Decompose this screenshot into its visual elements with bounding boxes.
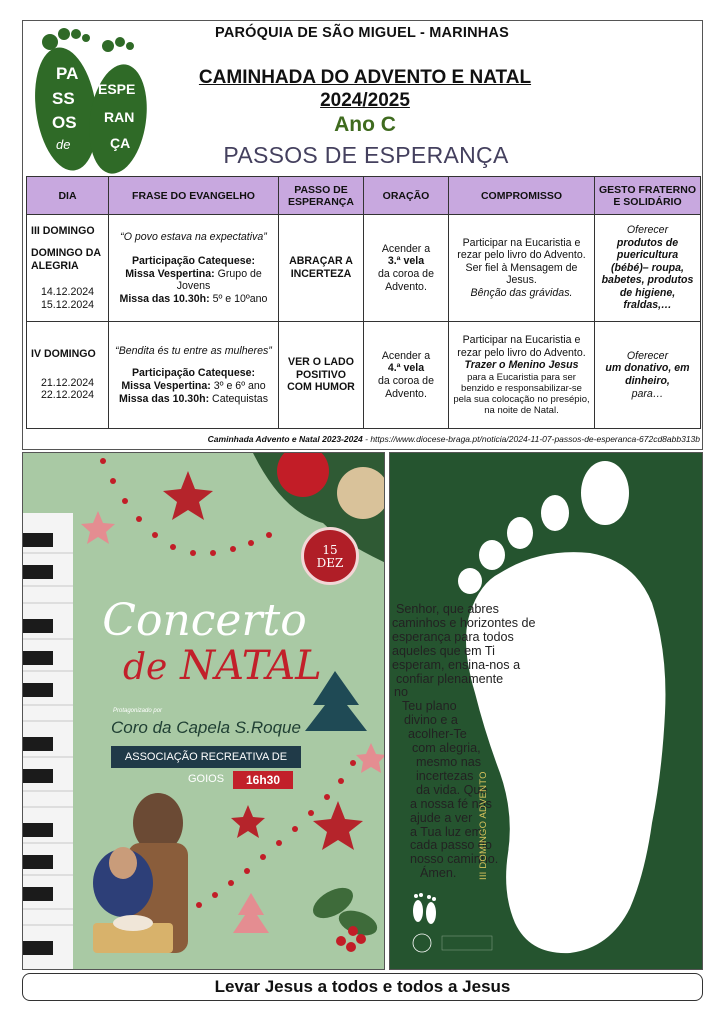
week-label: III DOMINGO ADVENTO bbox=[478, 771, 489, 880]
svg-text:SS: SS bbox=[52, 89, 75, 108]
svg-text:de: de bbox=[56, 137, 71, 152]
prayer-cell: Acender a 4.ª vela da coroa de Advento. bbox=[364, 322, 449, 429]
gospel-cell: “Bendita és tu entre as mulheres” Participação Catequese: Missa Vespertina: 3º e 6º ano Missa das 10.30h: Catequistas bbox=[109, 322, 279, 429]
svg-text:RAN: RAN bbox=[104, 109, 135, 125]
source-reference: Caminhada Advento e Natal 2023-2024 - https://www.diocese-braga.pt/noticia/2024-11-07-passos-de-esperanca-672cd8abb313b bbox=[207, 434, 700, 444]
day-cell: IV DOMINGO 21.12.2024 22.12.2024 bbox=[27, 322, 109, 429]
commitment-cell: Participar na Eucaristia e rezar pelo livro do Advento. Trazer o Menino Jesus para a Eucaristia para ser benzido e responsabilizar-se pela sua colocação no presépio, na noite de Natal. bbox=[449, 322, 595, 429]
column-header: PASSO DE ESPERANÇA bbox=[279, 177, 364, 215]
promo-label: Protagonizado por bbox=[113, 708, 163, 714]
date-badge: 15 DEZ bbox=[301, 527, 359, 585]
prayer-cell: Acender a 3.ª vela da coroa de Advento. bbox=[364, 215, 449, 322]
footer-motto: Levar Jesus a todos e todos a Jesus bbox=[22, 973, 703, 1001]
choir-name: Coro da Capela S.Roque bbox=[111, 718, 301, 737]
natal-title: de NATAL bbox=[123, 643, 322, 689]
liturgical-year: Ano C bbox=[334, 113, 396, 136]
prayer-text: Senhor, que abres caminhos e horizontes de esperança para todos aqueles que em Ti esperam, ensina-nos a confiar plenamente no Teu plano divino e a acolher-Te com alegria, mesmo nas incertezas da vida. Que a nossa fé nos ajude a ver a Tua luz em cada passo do nosso caminho. Ámen. bbox=[392, 602, 536, 881]
column-header: FRASE DO EVANGELHO bbox=[109, 177, 279, 215]
parish-name: PARÓQUIA DE SÃO MIGUEL - MARINHAS bbox=[215, 25, 509, 41]
page-title: CAMINHADA DO ADVENTO E NATAL bbox=[198, 67, 532, 88]
commitment-cell: Participar na Eucaristia e rezar pelo livro do Advento. Ser fiel à Mensagem de Jesus. Bênção das grávidas. bbox=[449, 215, 595, 322]
advent-programme-table bbox=[26, 176, 701, 429]
svg-text:ÇA: ÇA bbox=[110, 135, 131, 151]
svg-text:PA: PA bbox=[56, 64, 79, 83]
small-feet-icon bbox=[413, 893, 436, 924]
concert-poster bbox=[22, 452, 385, 970]
day-cell: III DOMINGO DOMINGO DA ALEGRIA 14.12.2024 15.12.2024 bbox=[27, 215, 109, 322]
gesture-cell: Oferecer produtos de puericultura (bébé)– roupa, babetes, produtos de higiene, fraldas,… bbox=[595, 215, 701, 322]
page-year: 2024/2025 bbox=[320, 90, 410, 111]
step-cell: ABRAÇAR A INCERTEZA bbox=[279, 215, 364, 322]
svg-text:ESPE: ESPE bbox=[98, 81, 136, 97]
table-row bbox=[27, 215, 701, 322]
theme-title: PASSOS DE ESPERANÇA bbox=[223, 142, 509, 168]
gesture-cell: Oferecer um donativo, em dinheiro, para… bbox=[595, 322, 701, 429]
column-header: GESTO FRATERNO E SOLIDÁRIO bbox=[595, 177, 701, 215]
column-header: DIA bbox=[27, 177, 109, 215]
column-header: ORAÇÃO bbox=[364, 177, 449, 215]
svg-text:OS: OS bbox=[52, 113, 77, 132]
step-cell: VER O LADO POSITIVO COM HUMOR bbox=[279, 322, 364, 429]
table-header-row bbox=[27, 177, 701, 215]
association-name: ASSOCIAÇÃO RECREATIVA DE GOIOS bbox=[111, 746, 301, 768]
concert-title: Concerto bbox=[102, 595, 307, 646]
concert-time: 16h30 bbox=[233, 771, 293, 789]
gospel-cell: “O povo estava na expectativa” Participação Catequese: Missa Vespertina: Grupo de Jovens Missa das 10.30h: 5º e 10ºano bbox=[109, 215, 279, 322]
table-row bbox=[27, 322, 701, 429]
column-header: COMPROMISSO bbox=[449, 177, 595, 215]
